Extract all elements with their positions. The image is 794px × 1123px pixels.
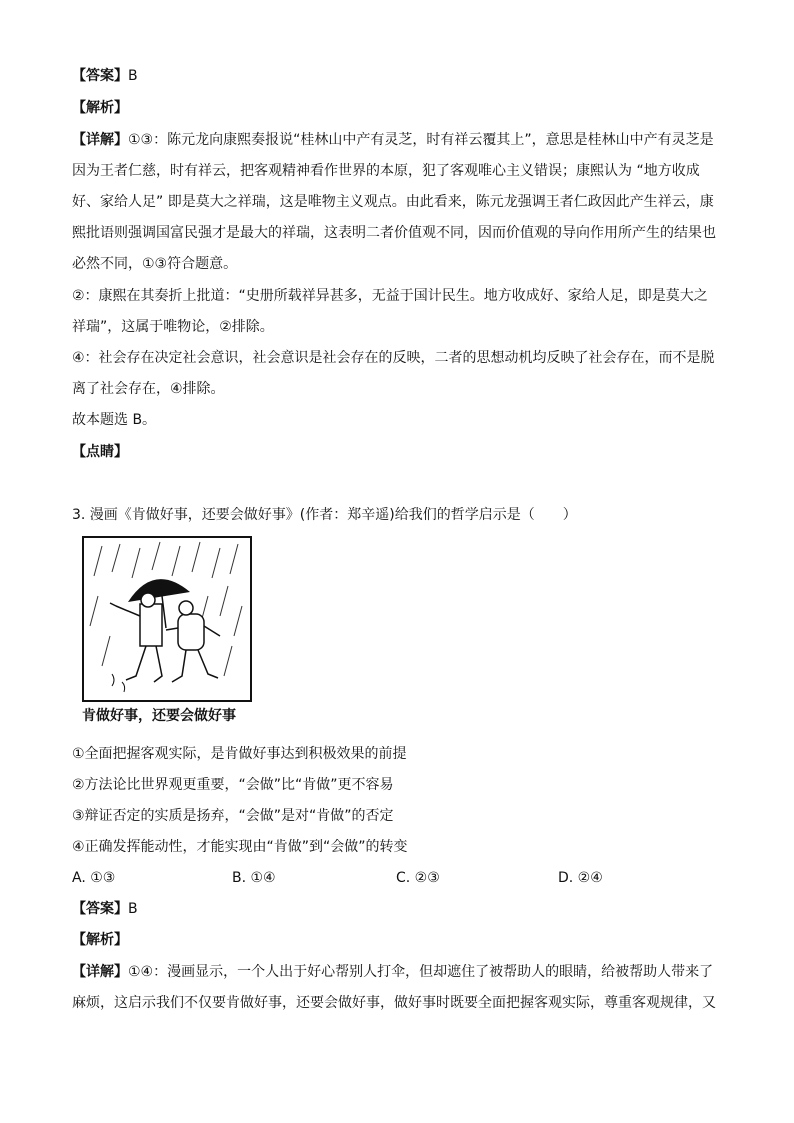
q2-detail-line-3: 好、家给人足” 即是莫大之祥瑞，这是唯物主义观点。由此看来，陈元龙强调王者仁政因此产生祥云，康 [72,194,714,210]
q3-analysis-label: 【解析】 [72,932,128,948]
q2-detail-line-7: 祥瑞”，这属于唯物论，②排除。 [72,319,274,335]
q2-conclusion: 故本题选 B。 [72,412,157,428]
detail-label: 【详解】 [72,132,128,148]
q2-detail-line-9: 离了社会存在，④排除。 [72,381,225,397]
q2-detail-line-1 [72,130,732,150]
q2-detail-line-5: 必然不同，①③符合题意。 [72,256,238,272]
cartoon-image [82,536,252,702]
detail-text: ①③：陈元龙向康熙奏报说“桂林山中产有灵芝，时有祥云覆其上”，意思是桂林山中产有灵芝是 [128,132,714,148]
q3-statement-2: ②方法论比世界观更重要，“会做”比“肯做”更不容易 [72,777,394,793]
q2-comment-label: 【点睛】 [72,444,128,460]
q2-detail-line-2: 因为王者仁慈，时有祥云，把客观精神看作世界的本原，犯了客观唯心主义错误；康熙认为 “地方收成 [72,163,700,179]
answer-value: B [128,68,138,84]
option-d: D. ②④ [558,870,603,886]
detail-label: 【详解】 [72,964,128,980]
q3-stem: 3. 漫画《肯做好事，还要会做好事》(作者：郑辛遥)给我们的哲学启示是（ ） [72,507,577,523]
option-b: B. ①④ [232,870,276,886]
detail-text: ①④：漫画显示，一个人出于好心帮别人打伞，但却遮住了被帮助人的眼睛，给被帮助人带来了 [128,964,714,980]
q3-statement-4: ④正确发挥能动性，才能实现由“肯做”到“会做”的转变 [72,839,408,855]
q3-answer-line [72,899,732,919]
q3-detail-line-1 [72,962,732,982]
q2-detail-line-6: ②：康熙在其奏折上批道：“史册所载祥异甚多，无益于国计民生。地方收成好、家给人足，即是莫大之 [72,288,708,304]
q2-detail-line-8: ④：社会存在决定社会意识，社会意识是社会存在的反映，二者的思想动机均反映了社会存在，而不是脱 [72,350,715,366]
q3-statement-3: ③辩证否定的实质是扬弃，“会做”是对“肯做”的否定 [72,808,394,824]
q2-answer-line [72,66,732,86]
option-a: A. ①③ [72,870,116,886]
answer-value: B [128,901,138,917]
answer-label: 【答案】 [72,68,128,84]
cartoon-caption: 肯做好事，还要会做好事 [82,708,236,724]
answer-label: 【答案】 [72,901,128,917]
q3-statement-1: ①全面把握客观实际，是肯做好事达到积极效果的前提 [72,746,407,762]
q2-detail-line-4: 熙批语则强调国富民强才是最大的祥瑞，这表明二者价值观不同，因而价值观的导向作用所产生的结果也 [72,225,716,241]
option-c: C. ②③ [396,870,440,886]
q3-detail-line-2: 麻烦，这启示我们不仅要肯做好事，还要会做好事，做好事时既要全面把握客观实际，尊重客观规律，又 [72,995,716,1011]
q2-analysis-label: 【解析】 [72,100,128,116]
